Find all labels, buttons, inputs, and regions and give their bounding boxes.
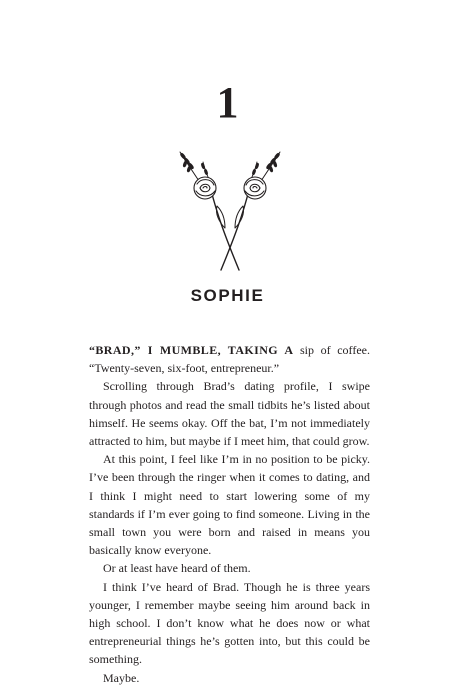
chapter-body	[89, 341, 370, 687]
lead-in-text: “BRAD,” I MUMBLE, TAKING A	[89, 343, 294, 357]
paragraph: Or at least have heard of them.	[103, 561, 251, 576]
crossed-flowers-icon	[175, 144, 285, 272]
paragraph	[89, 341, 370, 377]
chapter-number: 1	[216, 78, 239, 127]
paragraph: Maybe.	[103, 670, 140, 685]
paragraph: Scrolling through Brad’s dating profile, I swipe through photos and read the small tidbits he’s listed about himself. He seems okay. Off the bat, I’m not immediately attracted to him, but maybe if I meet him, that could grow.	[89, 379, 370, 449]
chapter-title: SOPHIE	[190, 286, 265, 305]
paragraph-text: sip of coffee. “Twenty-seven, six-foot, entrepreneur.”	[89, 343, 370, 376]
paragraph: I think I’ve heard of Brad. Though he is three years younger, I remember maybe seeing him around back in high school. I don’t know what he does now or what entrepreneurial things he’s gotten into, but this could be something.	[89, 579, 370, 667]
paragraph: At this point, I feel like I’m in no position to be picky. I’ve been through the ringer when it comes to dating, and I think I might need to start lowering some of my standards if I’m ever going to find someone. Living in the small town you were born and raised in means you basically know everyone.	[89, 452, 370, 558]
